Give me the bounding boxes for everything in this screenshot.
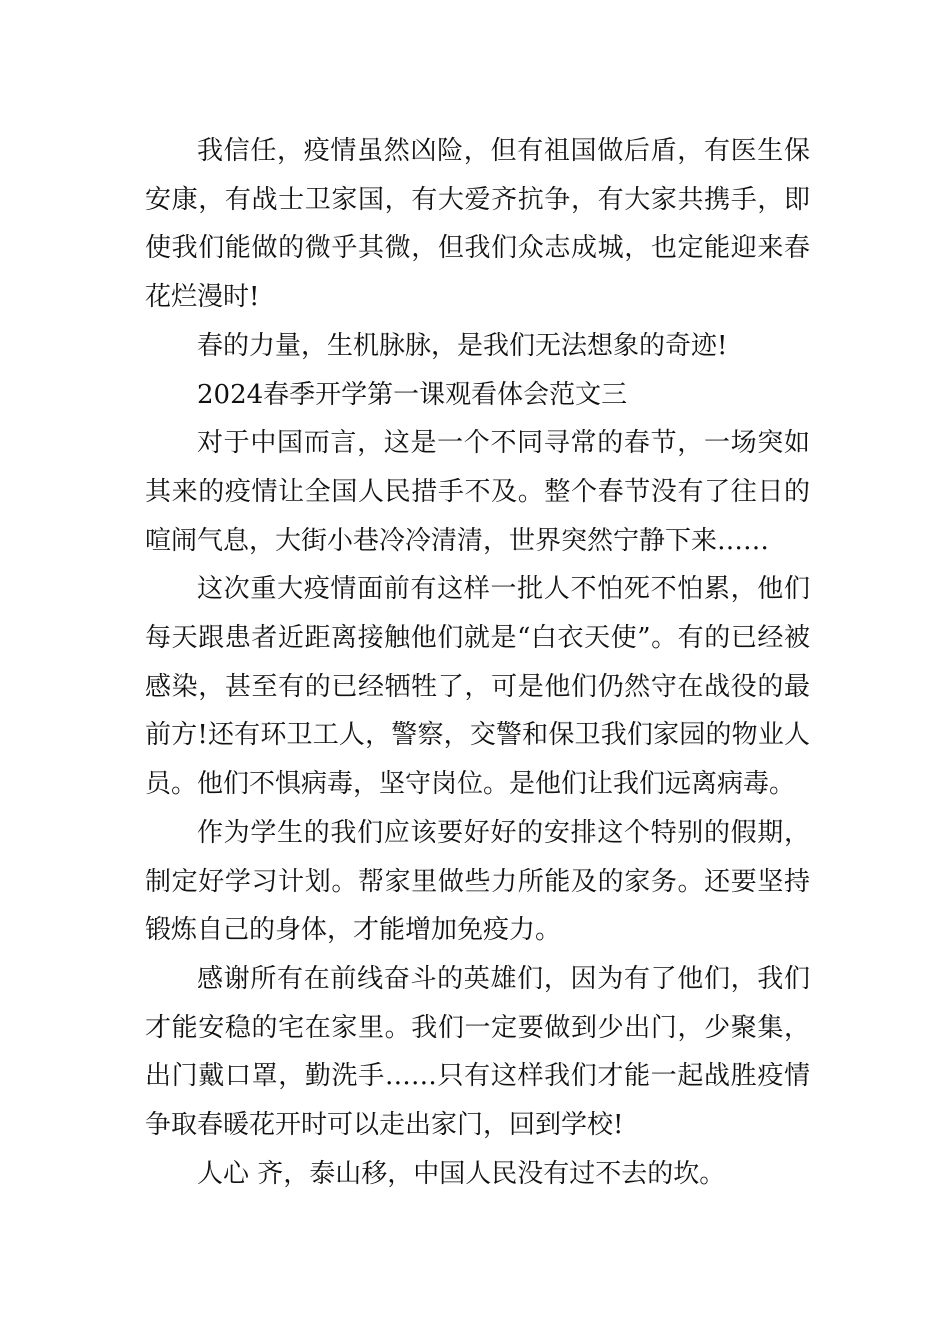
paragraph-6: 感谢所有在前线奋斗的英雄们，因为有了他们，我们才能安稳的宅在家里。我们一定要做到少出门，少聚集，出门戴口罩，勤洗手……只有这样我们才能一起战胜疫情争取春暖花开时可以走出家门，回到学校! <box>145 963 810 1141</box>
paragraph-7: 人心 齐，泰山移，中国人民没有过不去的坎。 <box>197 1158 726 1189</box>
paragraph-1: 我信任，疫情虽然凶险，但有祖国做后盾，有医生保安康，有战士卫家国，有大爱齐抗争，有大家共携手，即使我们能做的微乎其微，但我们众志成城，也定能迎来春花烂漫时! <box>145 136 810 313</box>
paragraph-5: 作为学生的我们应该要好好的安排这个特别的假期，制定好学习计划。帮家里做些力所能及的家务。还要坚持锻炼自己的身体，才能增加免疫力。 <box>145 817 810 946</box>
section-heading: 2024春季开学第一课观看体会范文三 <box>197 379 628 410</box>
paragraph-3: 对于中国而言，这是一个不同寻常的春节，一场突如其来的疫情让全国人民措手不及。整个春节没有了往日的喧闹气息，大街小巷冷冷清清，世界突然宁静下来…… <box>145 428 810 556</box>
paragraph-2: 春的力量，生机脉脉，是我们无法想象的奇迹! <box>197 330 728 361</box>
paragraph-4: 这次重大疫情面前有这样一批人不怕死不怕累，他们每天跟患者近距离接触他们就是“白衣天使”。有的已经被感染，甚至有的已经牺牲了，可是他们仍然守在战役的最前方!还有环卫工人，警察，交警和保卫我们家园的物业人员。他们不惧病毒，坚守岗位。是他们让我们远离病毒。 <box>145 574 810 800</box>
document-body <box>145 127 810 1198</box>
